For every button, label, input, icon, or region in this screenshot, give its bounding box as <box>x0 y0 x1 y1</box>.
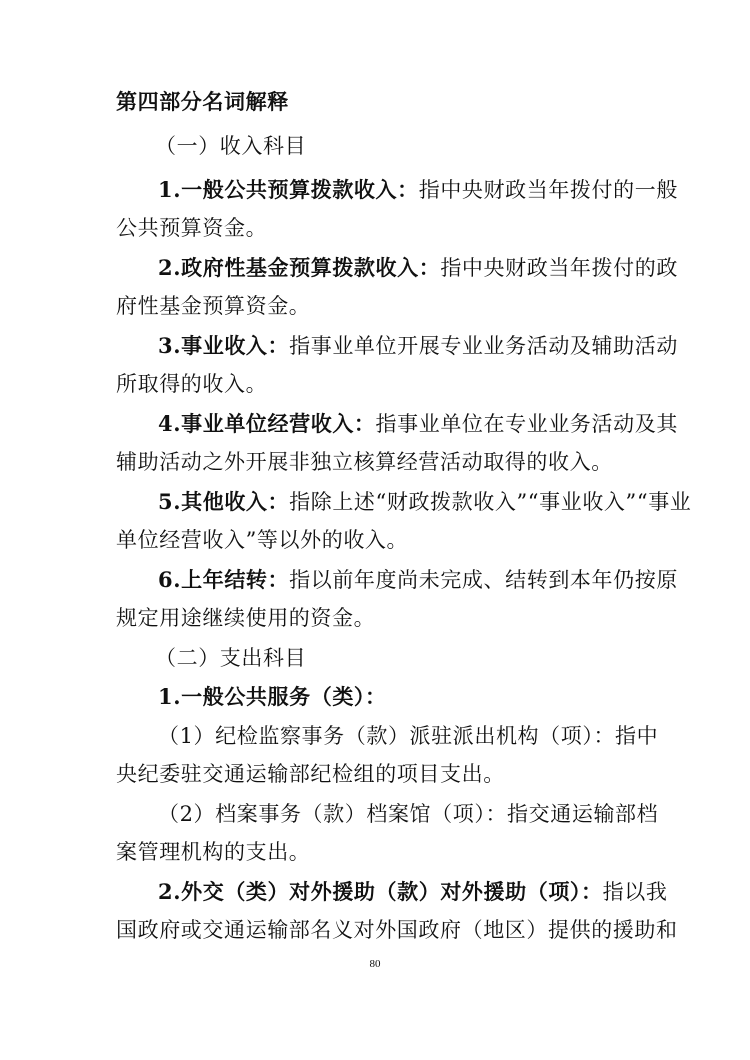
term: 5.其他收入： <box>158 489 290 514</box>
definition: 指事业单位在专业业务活动及其 <box>375 412 678 436</box>
definition-continued: 规定用途继续使用的资金。 <box>116 606 376 630</box>
definition-continued: 公共预算资金。 <box>116 216 268 240</box>
section-heading-expenditure: （二）支出科目 <box>155 646 307 670</box>
term: 6.上年结转： <box>158 567 290 592</box>
definition: 指中央财政当年拨付的一般 <box>418 178 678 202</box>
list-item <box>158 878 667 906</box>
term: 2.外交（类）对外援助（款）对外援助（项）： <box>158 879 603 904</box>
list-item <box>158 410 678 438</box>
definition-continued: 央纪委驻交通运输部纪检组的项目支出。 <box>116 762 505 786</box>
definition-continued: 府性基金预算资金。 <box>116 294 311 318</box>
definition-continued: 辅助活动之外开展非独立核算经营活动取得的收入。 <box>116 450 613 474</box>
definition-continued: 单位经营收入”等以外的收入。 <box>116 528 409 552</box>
definition-continued: 国政府或交通运输部名义对外国政府（地区）提供的援助和 <box>116 918 678 942</box>
definition: 指事业单位开展专业业务活动及辅助活动 <box>289 334 678 358</box>
definition-continued: 所取得的收入。 <box>116 372 268 396</box>
definition: 指以前年度尚未完成、结转到本年仍按原 <box>289 568 678 592</box>
page-title: 第四部分名词解释 <box>116 89 289 114</box>
list-item <box>158 176 678 204</box>
list-item <box>158 332 678 360</box>
list-item <box>158 566 678 594</box>
list-item <box>158 488 691 516</box>
definition: 指除上述“财政拨款收入”“事业收入”“事业 <box>289 490 692 514</box>
list-item <box>158 254 678 282</box>
term: 2.政府性基金预算拨款收入： <box>158 255 441 280</box>
definition: 指以我 <box>602 880 668 904</box>
list-item: （2）档案事务（款）档案馆（项）：指交通运输部档 <box>158 802 659 826</box>
term: 3.事业收入： <box>158 333 290 358</box>
term: 4.事业单位经营收入： <box>158 411 376 436</box>
definition-continued: 案管理机构的支出。 <box>116 840 311 864</box>
list-item: （1）纪检监察事务（款）派驻派出机构（项）：指中 <box>158 724 659 748</box>
subsection-heading: 1.一般公共服务（类）： <box>158 684 387 709</box>
section-heading-income: （一）收入科目 <box>155 134 307 158</box>
definition: 指中央财政当年拨付的政 <box>440 256 678 280</box>
page-number: 80 <box>369 958 381 970</box>
term: 1.一般公共预算拨款收入： <box>158 177 419 202</box>
